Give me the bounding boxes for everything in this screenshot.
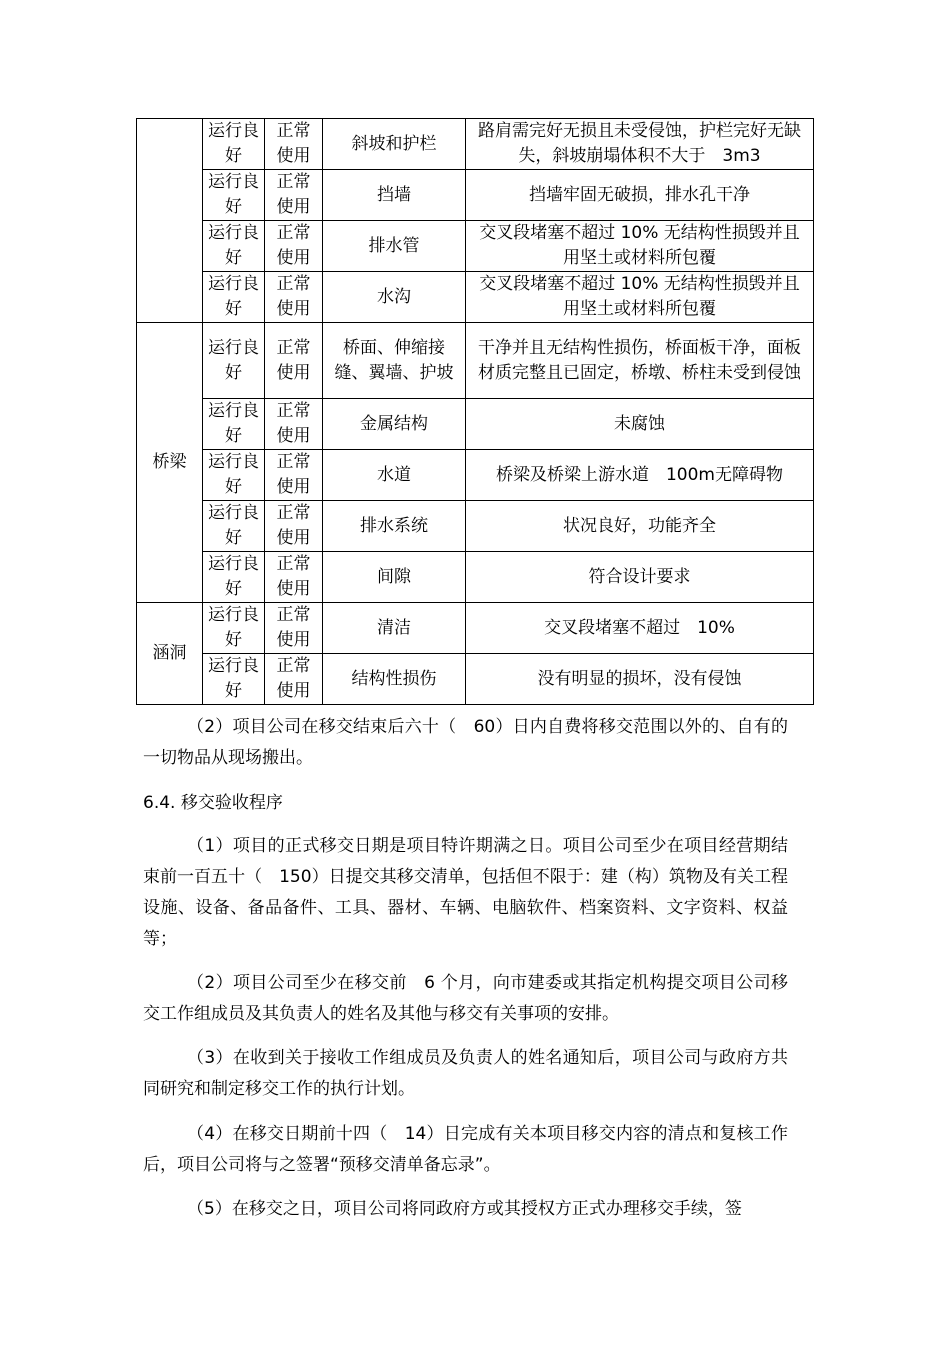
description-cell: 未腐蚀 xyxy=(466,399,814,450)
description-cell: 交叉段堵塞不超过 10% xyxy=(466,603,814,654)
status-cell: 正常使用 xyxy=(265,323,323,399)
item-cell: 排水管 xyxy=(323,221,466,272)
table-row xyxy=(137,272,814,323)
description-cell: 挡墙牢固无破损，排水孔干净 xyxy=(466,170,814,221)
status-cell: 运行良好 xyxy=(203,501,265,552)
status-cell: 运行良好 xyxy=(203,119,265,170)
table-row xyxy=(137,119,814,170)
table-row xyxy=(137,323,814,399)
status-cell: 运行良好 xyxy=(203,323,265,399)
table-row xyxy=(137,450,814,501)
item-cell: 金属结构 xyxy=(323,399,466,450)
description-cell: 没有明显的损坏，没有侵蚀 xyxy=(466,654,814,705)
table-row xyxy=(137,654,814,705)
table-row xyxy=(137,552,814,603)
paragraph-pre-handover-memo: （4）在移交日期前十四（ 14）日完成有关本项目移交内容的清点和复核工作后，项目公司将与之签署“预移交清单备忘录”。 xyxy=(143,1124,788,1175)
status-cell: 运行良好 xyxy=(203,221,265,272)
description-cell: 交叉段堵塞不超过 10% 无结构性损毁并且用坚土或材料所包覆 xyxy=(466,272,814,323)
status-cell: 正常使用 xyxy=(265,654,323,705)
status-cell: 运行良好 xyxy=(203,170,265,221)
item-cell: 挡墙 xyxy=(323,170,466,221)
status-cell: 正常使用 xyxy=(265,603,323,654)
status-cell: 正常使用 xyxy=(265,501,323,552)
status-cell: 正常使用 xyxy=(265,272,323,323)
paragraph-team-submission: （2）项目公司至少在移交前 6 个月，向市建委或其指定机构提交项目公司移交工作组成员及其负责人的姓名及其他与移交有关事项的安排。 xyxy=(143,973,788,1024)
table-row xyxy=(137,221,814,272)
acceptance-standards-table xyxy=(136,118,814,705)
item-cell: 斜坡和护栏 xyxy=(323,119,466,170)
status-cell: 运行良好 xyxy=(203,399,265,450)
paragraph-removal: （2）项目公司在移交结束后六十（ 60）日内自费将移交范围以外的、自有的一切物品从现场搬出。 xyxy=(143,717,788,768)
description-cell: 桥梁及桥梁上游水道 100m无障碍物 xyxy=(466,450,814,501)
paragraph-handover-day: （5）在移交之日，项目公司将同政府方或其授权方正式办理移交手续，签 xyxy=(187,1199,742,1219)
status-cell: 正常使用 xyxy=(265,399,323,450)
status-cell: 正常使用 xyxy=(265,170,323,221)
paragraph-execution-plan: （3）在收到关于接收工作组成员及负责人的姓名通知后，项目公司与政府方共同研究和制定移交工作的执行计划。 xyxy=(143,1048,788,1099)
item-cell: 排水系统 xyxy=(323,501,466,552)
item-cell: 清洁 xyxy=(323,603,466,654)
status-cell: 正常使用 xyxy=(265,221,323,272)
category-cell xyxy=(137,119,203,323)
item-cell: 水道 xyxy=(323,450,466,501)
status-cell: 运行良好 xyxy=(203,272,265,323)
description-cell: 交叉段堵塞不超过 10% 无结构性损毁并且用坚土或材料所包覆 xyxy=(466,221,814,272)
section-heading: 6.4. 移交验收程序 xyxy=(143,793,283,813)
item-cell: 桥面、伸缩接缝、翼墙、护坡 xyxy=(323,323,466,399)
status-cell: 运行良好 xyxy=(203,552,265,603)
item-cell: 水沟 xyxy=(323,272,466,323)
status-cell: 运行良好 xyxy=(203,654,265,705)
status-cell: 正常使用 xyxy=(265,552,323,603)
table-row xyxy=(137,603,814,654)
table-row xyxy=(137,399,814,450)
category-cell: 桥梁 xyxy=(137,323,203,603)
status-cell: 运行良好 xyxy=(203,603,265,654)
description-cell: 符合设计要求 xyxy=(466,552,814,603)
item-cell: 间隙 xyxy=(323,552,466,603)
description-cell: 干净并且无结构性损伤，桥面板干净，面板材质完整且已固定，桥墩、桥柱未受到侵蚀 xyxy=(466,323,814,399)
description-cell: 状况良好，功能齐全 xyxy=(466,501,814,552)
item-cell: 结构性损伤 xyxy=(323,654,466,705)
category-cell: 涵洞 xyxy=(137,603,203,705)
table-row xyxy=(137,501,814,552)
description-cell: 路肩需完好无损且未受侵蚀，护栏完好无缺失，斜坡崩塌体积不大于 3m3 xyxy=(466,119,814,170)
status-cell: 正常使用 xyxy=(265,119,323,170)
status-cell: 运行良好 xyxy=(203,450,265,501)
status-cell: 正常使用 xyxy=(265,450,323,501)
paragraph-handover-date: （1）项目的正式移交日期是项目特许期满之日。项目公司至少在项目经营期结束前一百五十（ 150）日提交其移交清单，包括但不限于：建（构）筑物及有关工程设施、设备、备品备件、工具、器材、车辆、电脑软件、档案资料、文字资料、权益等； xyxy=(143,836,788,949)
table-row xyxy=(137,170,814,221)
